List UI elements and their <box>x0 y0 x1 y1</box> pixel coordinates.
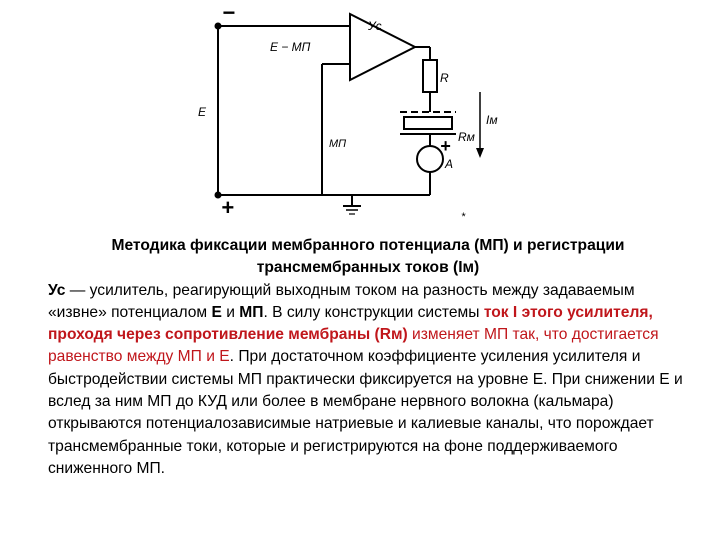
body-and: и <box>221 303 240 321</box>
amplifier-label: Уc <box>368 19 382 33</box>
ammeter-A-label: A <box>445 157 454 171</box>
plus-sign-label: + <box>221 195 234 220</box>
highlight-equality-text: изменяет МП так, что достигается равенство между МП и Е <box>48 326 659 366</box>
terminal-top <box>215 23 222 30</box>
highlight-current-text: ток I этого усилителя, проходя через сопротивление мембраны (Rм) <box>48 303 653 344</box>
body-text-1: — усилитель, реагирующий выходным током на разность между задаваемым «извне» потенциалом <box>48 281 635 321</box>
rm-label: Rм <box>458 130 475 144</box>
im-label: Iм <box>486 113 498 127</box>
resistor-R-label: R <box>440 71 449 85</box>
amplifier-term: Ус <box>48 281 66 299</box>
resistor-R <box>423 60 437 92</box>
voltage-clamp-circuit-diagram <box>0 0 720 235</box>
current-arrow-head <box>476 148 484 158</box>
e-minus-mp-label: E − МП <box>270 40 311 54</box>
star-mark: * <box>461 211 466 223</box>
caption-title <box>48 235 688 280</box>
caption-body <box>48 280 688 481</box>
body-mp-term: МП <box>239 303 264 321</box>
body-e-term: Е <box>211 303 222 321</box>
body-text-2: . В силу конструкции системы <box>263 303 484 321</box>
membrane-resistor-Rm <box>404 117 452 129</box>
ammeter-plus-label: + <box>440 136 451 156</box>
e-label: E <box>198 105 207 119</box>
minus-sign-label: − <box>222 0 235 25</box>
caption-title-line1: Методика фиксации мембранного потенциала (МП) и регистрации <box>111 237 625 254</box>
amplifier-triangle <box>350 14 415 80</box>
caption <box>48 235 688 480</box>
caption-title-line2: трансмембранных токов (Iм) <box>256 259 480 277</box>
mp-label: МП <box>329 138 347 150</box>
body-text-3: . При достаточном коэффициенте усиления усилителя и быстродействии системы МП практически фиксируется на уровне Е. При снижении Е и вслед за ним МП до КУД или более в мембране нервного волокна (кальмара) открываются потенциалозависимые натриевые и калиевые каналы, что порождает трансмембранные токи, которые и регистрируются на фоне поддерживаемого сниженного МП. <box>48 348 683 477</box>
